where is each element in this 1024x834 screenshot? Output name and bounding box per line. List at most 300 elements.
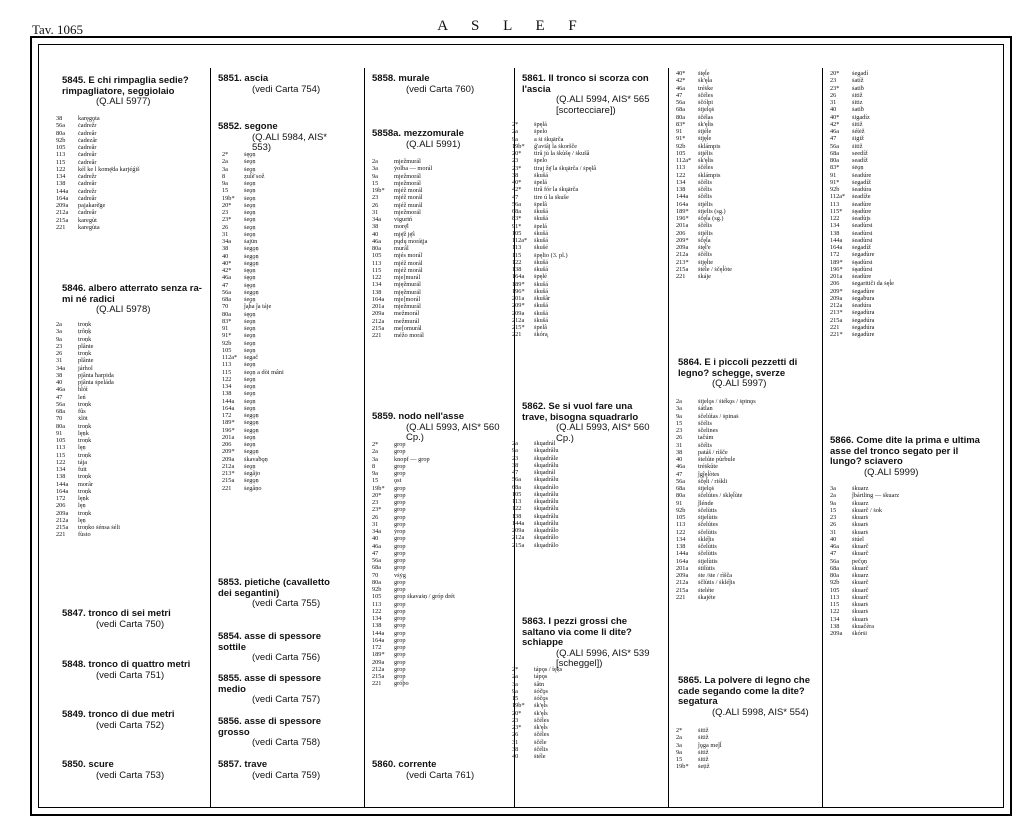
survey-point: 40 bbox=[372, 230, 379, 238]
list-item bbox=[512, 702, 562, 709]
entry-5853 bbox=[218, 578, 346, 610]
list-item bbox=[512, 666, 562, 673]
entry-5849 bbox=[62, 710, 202, 731]
entry-reference: (vedi Carta 752) bbox=[96, 719, 165, 731]
list-item bbox=[676, 442, 756, 449]
list-item bbox=[676, 413, 756, 420]
entry-title: tronco di sei metri bbox=[85, 608, 171, 619]
dialect-form: ṡklámpis bbox=[698, 171, 721, 179]
dialect-form: grop bbox=[394, 470, 406, 477]
dialect-form: ṡeadúra bbox=[852, 186, 872, 193]
list-item bbox=[830, 302, 894, 309]
entry-number: 5865. bbox=[678, 675, 702, 686]
list-item bbox=[372, 543, 455, 550]
dialect-form: ċadezâr bbox=[78, 136, 98, 144]
survey-point: 172 bbox=[830, 251, 840, 259]
dialect-form: ṡeǫṇ bbox=[244, 346, 256, 354]
dialect-form: ṡkųadrál bbox=[534, 440, 556, 447]
dialect-form: mjeẑmorál bbox=[394, 208, 421, 216]
survey-point: 196* bbox=[830, 265, 843, 273]
list-item bbox=[222, 485, 284, 492]
list-item bbox=[222, 463, 284, 470]
list-item bbox=[372, 448, 455, 455]
list-item bbox=[512, 462, 558, 469]
list-item bbox=[676, 420, 756, 427]
dialect-form: troṇk bbox=[78, 509, 92, 517]
list-item bbox=[676, 172, 732, 179]
entry-title: trave bbox=[241, 759, 268, 770]
list-item bbox=[830, 186, 894, 193]
list-item bbox=[830, 529, 899, 536]
list-item bbox=[512, 302, 596, 309]
dialect-form: ṡeadùrsi bbox=[852, 236, 873, 244]
survey-point: 138 bbox=[56, 180, 66, 188]
dialect-form: ṡčélis bbox=[698, 251, 712, 259]
survey-point: 138 bbox=[372, 622, 382, 630]
dialect-form: karegùta bbox=[78, 223, 100, 231]
survey-point: 31 bbox=[222, 230, 229, 238]
list-item bbox=[512, 172, 596, 179]
list-item bbox=[222, 390, 284, 397]
survey-point: 2* bbox=[512, 121, 519, 128]
list-item bbox=[512, 469, 558, 476]
list-item bbox=[512, 273, 596, 280]
list-item bbox=[676, 157, 732, 164]
dialect-form: ṡėǫṇ bbox=[852, 164, 864, 172]
list-item bbox=[56, 481, 120, 488]
list-item bbox=[56, 372, 120, 379]
survey-point: 15 bbox=[222, 187, 229, 195]
dialect-form: ṡeǫṇ bbox=[244, 296, 256, 303]
survey-point: 138 bbox=[222, 390, 232, 398]
survey-point: 23 bbox=[830, 514, 837, 521]
dialect-form: patáš / rìšče bbox=[698, 448, 728, 456]
list-item bbox=[676, 237, 732, 244]
dialect-form: mjéẑ morál bbox=[394, 266, 423, 274]
survey-point: 56a bbox=[512, 476, 522, 484]
list-item bbox=[372, 238, 432, 245]
list-item bbox=[56, 531, 120, 538]
dialect-form: ĵgĵęĺòtes bbox=[698, 470, 720, 478]
survey-point: 144a bbox=[676, 193, 689, 201]
list-item bbox=[830, 280, 894, 287]
list-item bbox=[222, 231, 284, 238]
survey-point: 122 bbox=[372, 607, 382, 615]
dialect-form: grop bbox=[394, 658, 406, 666]
dialect-form: ṡkušá bbox=[534, 302, 548, 310]
survey-point: 9a bbox=[222, 180, 228, 187]
dialect-form: ṡeǫṇ bbox=[244, 433, 256, 441]
survey-point: 189* bbox=[512, 280, 525, 288]
survey-point: 221 bbox=[372, 332, 382, 339]
list-item bbox=[372, 528, 455, 535]
dialect-form: grop bbox=[394, 651, 406, 659]
survey-point: 47 bbox=[56, 393, 63, 401]
list-item bbox=[512, 230, 596, 237]
dialect-form: grop bbox=[394, 600, 406, 608]
list-item bbox=[372, 673, 455, 680]
dialect-form: ṡtelúte pùrbule bbox=[698, 456, 736, 463]
list-item bbox=[512, 194, 596, 201]
dialect-form: ṡkuarč bbox=[852, 579, 869, 587]
survey-point: 209a bbox=[830, 294, 843, 302]
list-item bbox=[56, 401, 120, 408]
survey-point: 40* bbox=[830, 113, 840, 121]
dialect-form: grop bbox=[394, 535, 406, 543]
dialect-form: mjęẑmurál bbox=[394, 281, 421, 289]
list-item bbox=[372, 252, 432, 259]
dialect-form: ṡčelùtis bbox=[698, 528, 717, 536]
dialect-form: grop bbox=[394, 448, 406, 456]
entry-reference: (Q.ALI 5998, AIS* 554) bbox=[712, 706, 809, 718]
survey-point: 164a bbox=[372, 636, 385, 644]
list-item bbox=[222, 340, 284, 347]
survey-point: 15 bbox=[676, 756, 683, 763]
list-item bbox=[512, 201, 596, 208]
survey-point: 134 bbox=[222, 383, 232, 390]
dialect-form: ṡčęĺi / riśkli bbox=[698, 477, 728, 485]
dialect-form: ṡeǫṇ bbox=[244, 383, 256, 390]
list-item bbox=[222, 195, 284, 202]
dialect-form: ṡkųadrâlo bbox=[534, 541, 559, 549]
survey-point: 113 bbox=[372, 600, 382, 608]
list-item bbox=[222, 448, 284, 455]
list-item bbox=[512, 317, 596, 324]
list-item bbox=[372, 586, 455, 593]
survey-point: 115 bbox=[56, 451, 66, 459]
entry-5848 bbox=[62, 660, 202, 681]
dialect-form: ṡóčǫs bbox=[534, 695, 548, 702]
list-item bbox=[372, 289, 432, 296]
entry-5851 bbox=[218, 74, 346, 95]
list-item bbox=[372, 456, 455, 463]
entry-number: 5866. bbox=[830, 435, 854, 446]
list-item bbox=[830, 99, 894, 106]
dialect-form: ṡeǫṇ bbox=[244, 194, 256, 202]
list-item bbox=[372, 579, 455, 586]
column-divider bbox=[668, 68, 669, 808]
list-item bbox=[56, 188, 140, 195]
list-item bbox=[222, 187, 284, 194]
entry-title: tronco di due metri bbox=[85, 709, 175, 720]
list-item bbox=[676, 77, 732, 84]
entry-title: nodo nell'asse bbox=[395, 411, 465, 422]
list-item bbox=[372, 651, 455, 658]
survey-point: 122 bbox=[512, 505, 522, 513]
survey-point: 91* bbox=[512, 222, 522, 230]
survey-point: 2a bbox=[512, 440, 518, 447]
survey-point: 144a bbox=[676, 550, 689, 558]
dialect-form: grop bbox=[394, 491, 406, 499]
list-item bbox=[830, 230, 894, 237]
list-item bbox=[512, 165, 596, 172]
survey-point: 91* bbox=[830, 178, 840, 186]
survey-point: 26 bbox=[830, 91, 837, 99]
survey-point: 23 bbox=[372, 499, 379, 506]
list-item bbox=[56, 217, 140, 224]
list-item bbox=[830, 572, 899, 579]
dialect-form: ċadreâr bbox=[78, 194, 97, 202]
entry-number: 5858a. bbox=[372, 128, 402, 139]
entry-number: 5862. bbox=[522, 401, 546, 412]
survey-point: 80a bbox=[372, 245, 382, 252]
survey-point: 23 bbox=[56, 342, 63, 350]
survey-point: 91 bbox=[676, 499, 683, 507]
dialect-form: ṡegâṇo bbox=[244, 484, 262, 492]
survey-point: 40* bbox=[512, 179, 522, 186]
survey-point: 19b* bbox=[372, 484, 385, 492]
dialect-form: ṡęǫṇ bbox=[244, 274, 256, 282]
dialect-form: ṡeǫṇ bbox=[244, 180, 256, 187]
list-item bbox=[222, 318, 284, 325]
list-item bbox=[512, 310, 596, 317]
survey-point: 122 bbox=[56, 165, 66, 173]
survey-point: 105 bbox=[830, 586, 840, 594]
list-item bbox=[372, 572, 455, 579]
entry-reference: (Q.ALI 5993, AIS* 560 Cp.) bbox=[556, 422, 650, 444]
survey-point: 92b bbox=[830, 186, 840, 193]
list-item bbox=[372, 463, 455, 470]
response-list bbox=[830, 70, 894, 338]
survey-point: 15 bbox=[512, 695, 519, 702]
dialect-form: ṡeadùrsi bbox=[852, 222, 873, 230]
list-item bbox=[830, 309, 894, 316]
dialect-form: pųdų moráṭja bbox=[394, 237, 428, 245]
dialect-form: grop bbox=[394, 499, 406, 506]
survey-point: 2a bbox=[676, 734, 682, 742]
list-item bbox=[222, 260, 284, 267]
dialect-form: ṡkušá bbox=[534, 208, 548, 215]
survey-point: 134 bbox=[676, 535, 686, 543]
list-item bbox=[676, 222, 732, 229]
list-item bbox=[512, 237, 596, 244]
list-item bbox=[676, 756, 722, 763]
list-item bbox=[676, 550, 756, 557]
survey-point: 46a bbox=[676, 84, 686, 92]
survey-point: 172 bbox=[56, 495, 66, 502]
survey-point: 19b* bbox=[222, 194, 235, 202]
entry-5861 bbox=[522, 74, 656, 116]
survey-point: 3a bbox=[222, 165, 228, 173]
list-item bbox=[372, 514, 455, 521]
dialect-form: ṡegǫṇ bbox=[244, 252, 259, 260]
survey-point: 164a bbox=[222, 404, 235, 412]
list-item bbox=[676, 215, 732, 222]
dialect-form: ṡâtn bbox=[534, 680, 545, 688]
dialect-form: grop bbox=[394, 542, 406, 550]
dialect-form: ṡčélis bbox=[534, 745, 548, 753]
entry-number: 5853. bbox=[218, 577, 242, 588]
list-item bbox=[222, 332, 284, 339]
survey-point: 189* bbox=[676, 207, 689, 215]
list-item bbox=[222, 376, 284, 383]
survey-point: 134 bbox=[372, 281, 382, 289]
dialect-form: ĵlénde bbox=[698, 499, 714, 507]
survey-point: 206 bbox=[56, 502, 66, 510]
list-item bbox=[56, 452, 120, 459]
dialect-form: grop bbox=[394, 629, 406, 637]
list-item bbox=[512, 520, 558, 527]
list-item bbox=[512, 208, 596, 215]
list-item bbox=[676, 398, 756, 405]
survey-point: 68a bbox=[830, 564, 840, 572]
list-item bbox=[830, 550, 899, 557]
dialect-form: vṡẏg bbox=[394, 571, 406, 579]
dialect-form: ṡęǫṇ bbox=[244, 281, 256, 289]
list-item bbox=[676, 565, 756, 572]
dialect-form: ṡkuarṡ bbox=[852, 601, 869, 608]
survey-point: 201a bbox=[222, 433, 235, 441]
dialect-form: ċadreâr bbox=[78, 129, 97, 137]
dialect-form: ṡegâjo bbox=[244, 470, 261, 477]
dialect-form: grop bbox=[394, 557, 406, 564]
list-item bbox=[56, 502, 120, 509]
entry-number: 5864. bbox=[678, 357, 702, 368]
survey-point: 40 bbox=[676, 456, 683, 463]
survey-point: 209a bbox=[512, 527, 525, 534]
list-item bbox=[512, 215, 596, 222]
dialect-form: leń bbox=[78, 393, 86, 401]
survey-point: 115 bbox=[372, 266, 382, 274]
list-item bbox=[372, 260, 432, 267]
dialect-form: ṡpęlé bbox=[534, 273, 547, 281]
dialect-form: ṡtjélis bbox=[698, 229, 713, 237]
survey-point: 68a bbox=[512, 208, 522, 215]
survey-point: 122 bbox=[372, 274, 382, 281]
list-item bbox=[372, 180, 432, 187]
entry-5864 bbox=[678, 358, 810, 390]
survey-point: 122 bbox=[830, 215, 840, 222]
dialect-form: ṡeǫṇ bbox=[244, 361, 256, 369]
list-item bbox=[830, 536, 899, 543]
dialect-form: ṡkuarč bbox=[852, 593, 869, 601]
list-item bbox=[676, 405, 756, 412]
dialect-form: ṡkųadrâlo bbox=[534, 527, 559, 534]
entry-title: albero atterrato senza rami né radici bbox=[62, 283, 202, 305]
survey-point: 112a* bbox=[830, 193, 846, 201]
dialect-form: ṡčelines bbox=[698, 427, 718, 434]
list-item bbox=[222, 383, 284, 390]
list-item bbox=[676, 85, 732, 92]
dialect-form: ṡčélis bbox=[698, 222, 712, 230]
dialect-form: ċadreâr bbox=[78, 151, 97, 159]
survey-point: 20* bbox=[512, 709, 522, 717]
survey-point: 201a bbox=[676, 564, 689, 572]
list-item bbox=[676, 434, 756, 441]
survey-point: 113 bbox=[56, 444, 66, 452]
dialect-form: mjéẑ morál bbox=[394, 259, 423, 267]
dialect-form: ṡtęĺ'e bbox=[698, 244, 711, 251]
survey-point: 80a bbox=[676, 113, 686, 121]
list-item bbox=[372, 216, 432, 223]
survey-point: 212a bbox=[512, 534, 525, 542]
list-item bbox=[830, 324, 894, 331]
list-item bbox=[676, 521, 756, 528]
survey-point: 15 bbox=[372, 179, 379, 187]
dialect-form: ṡeǫṇ bbox=[244, 339, 256, 347]
survey-point: 138 bbox=[372, 288, 382, 296]
survey-point: 92b bbox=[830, 579, 840, 587]
survey-point: 2* bbox=[512, 666, 519, 673]
survey-point: 9a bbox=[676, 748, 682, 756]
dialect-form: ṡegǫṇ bbox=[244, 426, 259, 434]
list-item bbox=[372, 557, 455, 564]
list-item bbox=[222, 158, 284, 165]
list-item bbox=[56, 224, 140, 231]
list-item bbox=[676, 186, 732, 193]
survey-point: 134 bbox=[830, 615, 840, 623]
dialect-form: ṡčlùtis / ṡkléĵis bbox=[698, 579, 736, 587]
survey-point: 213* bbox=[222, 470, 235, 477]
survey-point: 20* bbox=[830, 70, 840, 77]
survey-point: 2a bbox=[512, 673, 518, 681]
survey-point: 23 bbox=[512, 157, 519, 165]
survey-point: 40* bbox=[676, 70, 686, 77]
survey-point: 138 bbox=[830, 622, 840, 630]
survey-point: 83* bbox=[830, 164, 840, 172]
list-item bbox=[56, 444, 120, 451]
dialect-form: járhol bbox=[78, 364, 93, 372]
entry-reference: (vedi Carta 760) bbox=[406, 83, 475, 95]
dialect-form: ṡkuarč bbox=[852, 550, 869, 558]
dialect-form: troṇk bbox=[78, 451, 92, 459]
list-item bbox=[830, 143, 894, 150]
dialect-form: plânte bbox=[78, 342, 94, 350]
column-divider bbox=[210, 68, 211, 808]
entry-title: asse di spessore grosso bbox=[218, 716, 321, 738]
survey-point: 23* bbox=[830, 84, 840, 92]
survey-point: 196* bbox=[222, 426, 235, 434]
dialect-form: ṡegǫṇ bbox=[244, 412, 259, 419]
survey-point: 70 bbox=[222, 303, 229, 311]
list-item bbox=[676, 749, 722, 756]
survey-point: 42* bbox=[830, 120, 840, 128]
survey-point: 209* bbox=[830, 287, 843, 295]
dialect-form: ṡčéles bbox=[698, 91, 714, 99]
list-item bbox=[676, 135, 732, 142]
survey-point: 19b* bbox=[676, 763, 689, 771]
dialect-form: ṡegadùra bbox=[852, 309, 875, 317]
dialect-form: seadíž bbox=[852, 157, 868, 164]
entry-reference: (vedi Carta 753) bbox=[96, 769, 165, 781]
response-list bbox=[830, 485, 899, 637]
dialect-form: a ṡi ṡkųārča bbox=[534, 135, 564, 143]
dialect-form: ṡtjéle bbox=[698, 128, 712, 135]
survey-point: 23* bbox=[372, 506, 382, 514]
entry-title: asse di spessore medio bbox=[218, 673, 321, 695]
survey-point: 212a bbox=[676, 579, 689, 587]
survey-point: 31 bbox=[56, 357, 63, 365]
dialect-form: ṡpelá bbox=[534, 222, 547, 230]
list-item bbox=[830, 579, 899, 586]
dialect-form: ĵbártling — ṡkuarz bbox=[852, 492, 900, 500]
survey-point: 2a bbox=[222, 158, 228, 166]
survey-point: 34a bbox=[222, 238, 232, 245]
list-item bbox=[512, 179, 596, 186]
dialect-form: ṡátlan bbox=[698, 405, 713, 413]
list-item bbox=[676, 150, 732, 157]
survey-point: 31 bbox=[372, 208, 379, 216]
dialect-form: ṡčéles bbox=[534, 731, 550, 739]
list-item bbox=[676, 121, 732, 128]
survey-point: 38 bbox=[512, 461, 519, 469]
list-item bbox=[56, 209, 140, 216]
dialect-form: ṡegǫṇ bbox=[244, 477, 259, 485]
list-item bbox=[372, 680, 455, 687]
dialect-form: ṡitiž bbox=[852, 91, 863, 99]
list-item bbox=[372, 296, 432, 303]
dialect-form: ṡeǫṇ bbox=[244, 317, 256, 325]
